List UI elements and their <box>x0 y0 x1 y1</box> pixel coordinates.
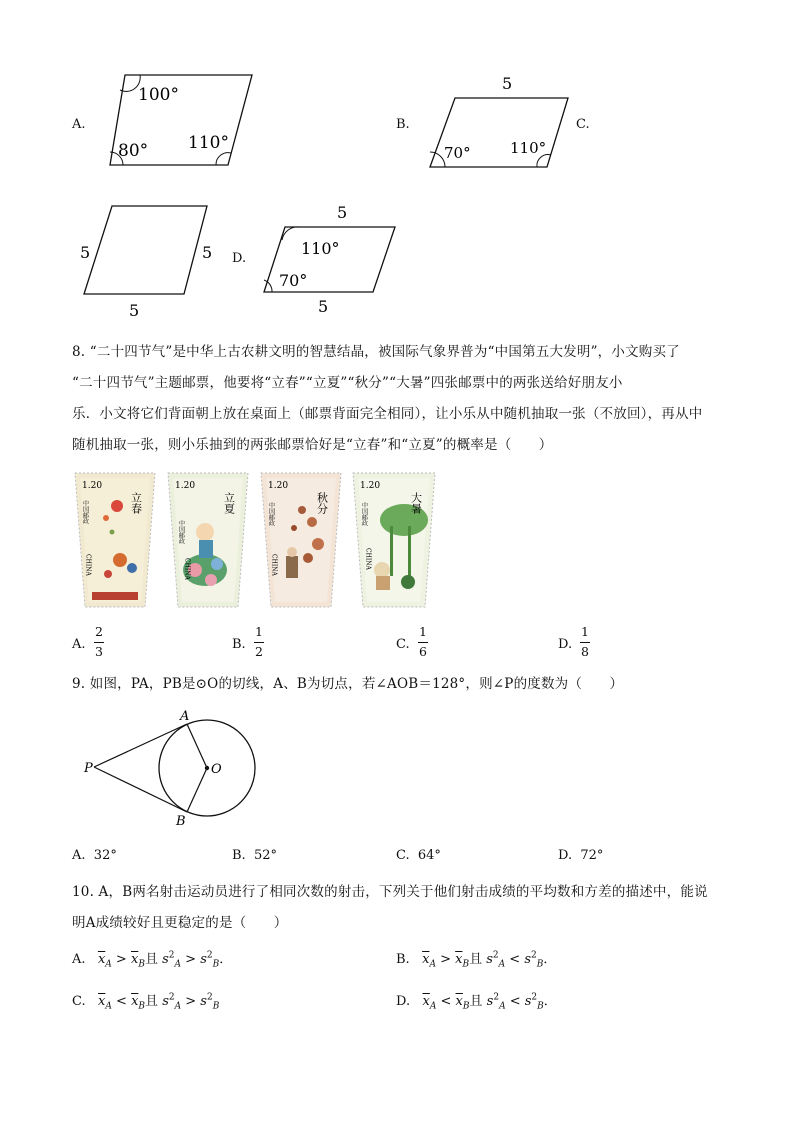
stamp-dashu <box>350 470 440 610</box>
q7-a-angle-right: 110° <box>188 133 229 153</box>
q7-b-side-top: 5 <box>502 74 513 93</box>
q10-a-var-b-sq: 2 <box>206 950 213 961</box>
q10-c-var-b-sub: B <box>212 1001 220 1012</box>
q7-c-side-bottom: 5 <box>129 301 140 320</box>
q9-label-p: P <box>84 761 93 776</box>
q9-figure-circle-tangents <box>80 705 270 830</box>
q10-c-mean-a-sub: A <box>105 1001 112 1012</box>
stamp-dashu-name: 大暑 <box>409 492 423 514</box>
q10-b-var-a-sub: A <box>498 959 506 970</box>
q8-option-a-fraction <box>94 626 104 658</box>
stamp-dashu-value: 1.20 <box>360 481 381 491</box>
q10-b-var-b-sq: 2 <box>531 950 537 961</box>
q10-option-c-label: C. <box>72 994 86 1009</box>
stamp-lichun-name: 立春 <box>129 492 143 514</box>
q10-a-mean-relation: > <box>115 952 127 967</box>
q10-c-mean-b-sub: B <box>138 1001 146 1012</box>
q7-figure-b <box>420 72 580 172</box>
q10-option-b-label: B. <box>396 952 410 967</box>
q9-text-line-1: 9. 如图，PA，PB是⊙O的切线，A、B为切点，若∠AOB＝128°，则∠P的度数为（ ） <box>72 676 624 692</box>
q8-option-c-numerator: 1 <box>419 624 427 639</box>
q8-option-d-denominator: 8 <box>581 643 589 659</box>
q8-option-a-denominator: 3 <box>95 643 103 659</box>
q8-option-d-label: D. <box>558 637 573 652</box>
q10-b-var-a-sq: 2 <box>492 950 499 961</box>
q9-option-b <box>232 848 277 863</box>
q8-option-c-denominator: 6 <box>419 643 427 659</box>
q10-b-end: ． <box>543 952 557 967</box>
q10-d-mean-relation: < <box>440 994 452 1009</box>
q7-option-b-label: B. <box>396 117 410 132</box>
q10-text-line-1: 10. A，B两名射击运动员进行了相同次数的射击，下列关于他们射击成绩的平均数和方差的描述中，能说 <box>72 884 708 900</box>
q10-b-mean-relation: > <box>440 952 451 967</box>
q10-d-end: ． <box>543 994 557 1009</box>
stamp-lichun-country: 中国邮政 <box>81 500 89 524</box>
q9-option-d-label: D. <box>558 848 573 863</box>
q10-b-mean-a: $\overline{x}$ <box>422 952 430 967</box>
q7-figure-a <box>100 70 260 170</box>
q10-b-var-a: s <box>486 952 493 967</box>
q10-option-a <box>72 948 232 970</box>
stamp-qiufen <box>258 470 344 610</box>
q10-d-var-a-sub: A <box>499 1001 506 1012</box>
q10-c-var-b-sq: 2 <box>206 992 213 1003</box>
q10-c-and: 且 <box>145 994 159 1009</box>
q8-text-line-2: “二十四节气”主题邮票，他要将“立春”“立夏”“秋分”“大暑”四张邮票中的两张送给好朋友小 <box>72 375 623 391</box>
q7-d-side-bottom: 5 <box>318 297 329 316</box>
q8-option-a-numerator: 2 <box>95 624 103 639</box>
q7-c-side-left: 5 <box>80 243 91 262</box>
stamp-lixia <box>165 470 251 610</box>
q9-label-b: B <box>176 814 186 829</box>
stamp-lixia-name: 立夏 <box>222 492 236 514</box>
q10-option-b <box>396 948 556 970</box>
q8-text-line-3: 乐．小文将它们背面朝上放在桌面上（邮票背面完全相同），让小乐从中随机抽取一张（不放回），再从中 <box>72 406 703 422</box>
stamp-dashu-latin: CHINA <box>364 548 372 570</box>
q9-option-a <box>72 848 117 863</box>
q10-c-var-relation: > <box>185 994 197 1009</box>
q10-d-var-a: s <box>486 994 494 1009</box>
q7-d-side-top: 5 <box>337 203 348 222</box>
q10-a-var-b-sub: B <box>212 959 220 970</box>
q7-b-angle-left: 70° <box>444 144 471 162</box>
q7-figure-c <box>72 198 222 323</box>
q7-d-angle-top: 110° <box>301 239 340 258</box>
q10-a-end: ． <box>219 952 233 967</box>
q8-option-c-label: C. <box>396 637 410 652</box>
stamp-lixia-country: 中国邮政 <box>177 520 185 544</box>
q7-option-d-label: D. <box>232 251 247 266</box>
q10-a-mean-b-sub: B <box>138 959 145 970</box>
stamp-lichun <box>72 470 158 610</box>
q9-option-c-label: C. <box>396 848 410 863</box>
stamp-qiufen-name: 秋分 <box>315 492 329 514</box>
q7-d-angle-left: 70° <box>279 271 308 290</box>
stamp-lichun-latin: CHINA <box>84 554 92 576</box>
stamp-qiufen-value: 1.20 <box>268 481 289 491</box>
q10-d-var-b-sub: B <box>537 1001 544 1012</box>
q8-option-b-numerator: 1 <box>255 624 263 639</box>
q10-a-var-a-sub: A <box>174 959 181 970</box>
q10-d-mean-a: $\overline{x}$ <box>422 994 430 1009</box>
q10-c-mean-relation: < <box>116 994 127 1009</box>
q8-option-d-numerator: 1 <box>581 624 589 639</box>
q10-a-var-a: s <box>162 952 169 967</box>
q10-b-var-b-sub: B <box>536 959 544 970</box>
q7-a-angle-left: 80° <box>118 141 149 161</box>
q8-option-c-fraction <box>418 626 428 658</box>
q10-a-mean-a: $\overline{x}$ <box>97 952 106 967</box>
q10-text-line-2: 明A成绩较好且更稳定的是（ ） <box>72 915 288 931</box>
q10-d-var-relation: < <box>509 994 521 1009</box>
q10-a-mean-a-sub: A <box>105 959 112 970</box>
q10-b-var-b: s <box>524 952 532 967</box>
q7-a-angle-top: 100° <box>138 85 179 105</box>
q9-option-a-text: 32° <box>93 848 117 863</box>
stamp-qiufen-latin: CHINA <box>270 554 278 576</box>
q8-text-line-4: 随机抽取一张，则小乐抽到的两张邮票恰好是“立春”和“立夏”的概率是（ ） <box>72 437 553 453</box>
q10-d-mean-b-sub: B <box>462 1001 470 1012</box>
q8-option-b-fraction <box>254 626 264 658</box>
q8-option-b-label: B. <box>232 637 246 652</box>
stamp-qiufen-country: 中国邮政 <box>267 502 275 526</box>
stamp-lixia-value: 1.20 <box>175 481 196 491</box>
q7-c-side-right: 5 <box>202 243 213 262</box>
q10-d-mean-b: $\overline{x}$ <box>455 994 463 1009</box>
q8-option-d-fraction <box>580 626 590 658</box>
q10-option-c <box>72 990 219 1012</box>
q10-a-var-b: s <box>200 952 207 967</box>
q10-d-and: 且 <box>469 994 483 1009</box>
q10-a-and: 且 <box>144 952 158 967</box>
q10-d-var-b-sq: 2 <box>531 992 538 1003</box>
q10-option-d <box>396 990 557 1012</box>
q8-option-a-label: A. <box>72 637 86 652</box>
q10-c-var-a-sq: 2 <box>168 992 175 1003</box>
q10-option-a-label: A. <box>72 952 86 967</box>
q10-c-mean-a: $\overline{x}$ <box>98 994 106 1009</box>
q8-option-b-denominator: 2 <box>255 643 263 659</box>
q10-a-mean-b: $\overline{x}$ <box>130 952 139 967</box>
q9-option-c <box>396 848 441 863</box>
q10-d-var-a-sq: 2 <box>493 992 500 1003</box>
q9-option-c-text: 64° <box>417 848 441 863</box>
q10-b-mean-a-sub: A <box>429 959 436 970</box>
stamp-dashu-country: 中国邮政 <box>360 502 368 526</box>
q10-b-mean-b: $\overline{x}$ <box>455 952 463 967</box>
q10-c-var-b: s <box>200 994 207 1009</box>
q10-d-mean-a-sub: A <box>429 1001 437 1012</box>
q7-figure-d <box>255 200 405 318</box>
q9-option-a-label: A. <box>72 848 86 863</box>
q9-option-b-text: 52° <box>253 848 277 863</box>
stamp-lixia-latin: CHINA <box>183 558 191 580</box>
q9-option-b-label: B. <box>232 848 246 863</box>
q9-label-a: A <box>180 709 190 724</box>
q10-c-var-a-sub: A <box>174 1001 182 1012</box>
q10-b-var-relation: < <box>509 952 521 967</box>
q7-b-angle-right: 110° <box>510 139 547 157</box>
q8-text-line-1: 8. “二十四节气”是中华上古农耕文明的智慧结晶，被国际气象界普为“中国第五大发明”，小文购买了 <box>72 344 680 360</box>
q9-label-o: O <box>211 762 222 777</box>
q10-a-var-relation: > <box>185 952 197 967</box>
q10-b-mean-b-sub: B <box>462 959 470 970</box>
q10-c-var-a: s <box>162 994 169 1009</box>
q10-b-and: 且 <box>469 952 483 967</box>
q10-a-var-a-sq: 2 <box>168 950 175 961</box>
q9-option-d-text: 72° <box>580 848 604 863</box>
q10-d-var-b: s <box>524 994 532 1009</box>
q7-option-a-label: A. <box>72 117 86 132</box>
q7-option-c-label: C. <box>576 117 590 132</box>
q9-option-d <box>558 848 603 863</box>
stamp-lichun-value: 1.20 <box>82 481 103 491</box>
q10-option-d-label: D. <box>396 994 411 1009</box>
q10-c-mean-b: $\overline{x}$ <box>131 994 139 1009</box>
